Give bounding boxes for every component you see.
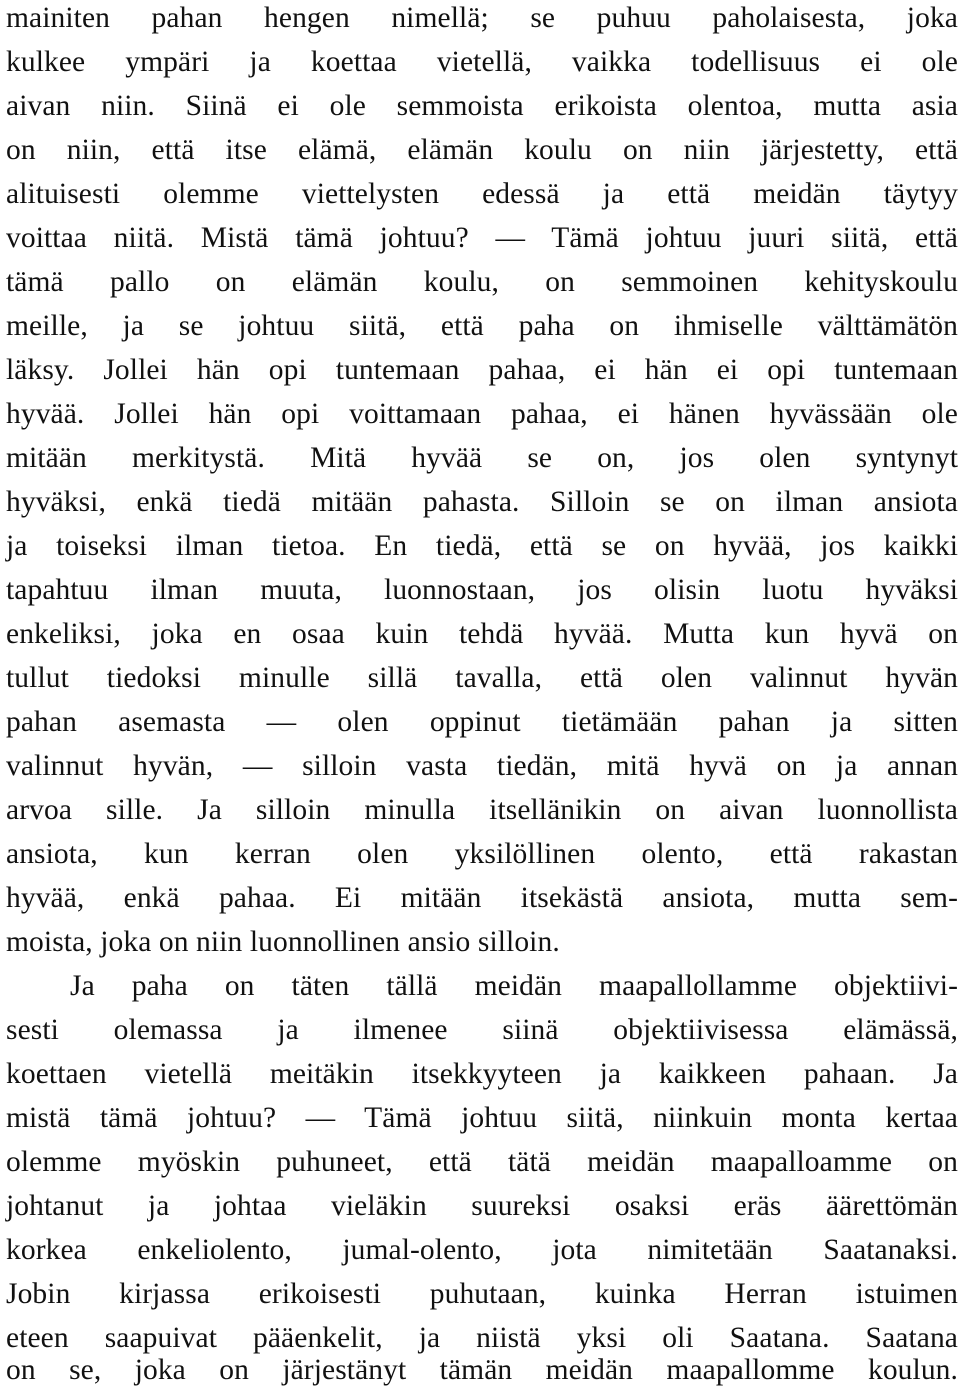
text-line: olemme myöskin puhuneet, että tätä meidän maapalloamme on <box>6 1146 958 1178</box>
text-line: sesti olemassa ja ilmenee siinä objektiivisessa elämässä, <box>6 1014 958 1046</box>
text-line: moista, joka on niin luonnollinen ansio silloin. <box>6 926 560 958</box>
text-line: on niin, että itse elämä, elämän koulu on niin järjestetty, että <box>6 134 958 166</box>
text-line: on se, joka on järjestänyt tämän meidän maapallomme koulun. <box>6 1354 958 1386</box>
text-line: aivan niin. Siinä ei ole semmoista erikoista olentoa, mutta asia <box>6 90 958 122</box>
text-line: Jobin kirjassa erikoisesti puhutaan, kuinka Herran istuimen <box>6 1278 958 1310</box>
text-line: meille, ja se johtuu siitä, että paha on ihmiselle välttämätön <box>6 310 958 342</box>
text-line: tämä pallo on elämän koulu, on semmoinen kehityskoulu <box>6 266 958 298</box>
text-line: voittaa niitä. Mistä tämä johtuu? — Tämä johtuu juuri siitä, että <box>6 222 958 254</box>
text-line: Ja paha on täten tällä meidän maapallollamme objektiivi- <box>70 970 958 1002</box>
text-line: mitään merkitystä. Mitä hyvää se on, jos olen syntynyt <box>6 442 958 474</box>
text-line: ansiota, kun kerran olen yksilöllinen olento, että rakastan <box>6 838 958 870</box>
text-line: hyväksi, enkä tiedä mitään pahasta. Silloin se on ilman ansiota <box>6 486 958 518</box>
text-line: mistä tämä johtuu? — Tämä johtuu siitä, niinkuin monta kertaa <box>6 1102 958 1134</box>
text-line: eteen saapuivat pääenkelit, ja niistä yksi oli Saatana. Saatana <box>6 1322 958 1354</box>
text-line: hyvää. Jollei hän opi voittamaan pahaa, ei hänen hyvässään ole <box>6 398 958 430</box>
text-line: enkeliksi, joka en osaa kuin tehdä hyvää. Mutta kun hyvä on <box>6 618 958 650</box>
text-line: pahan asemasta — olen oppinut tietämään pahan ja sitten <box>6 706 958 738</box>
text-line: tapahtuu ilman muuta, luonnostaan, jos olisin luotu hyväksi <box>6 574 958 606</box>
text-line: korkea enkeliolento, jumal-olento, jota nimitetään Saatanaksi. <box>6 1234 958 1266</box>
text-line: arvoa sille. Ja silloin minulla itsellänikin on aivan luonnollista <box>6 794 958 826</box>
text-line: koettaen vietellä meitäkin itsekkyyteen ja kaikkeen pahaan. Ja <box>6 1058 958 1090</box>
text-line: ja toiseksi ilman tietoa. En tiedä, että se on hyvää, jos kaikki <box>6 530 958 562</box>
text-line: läksy. Jollei hän opi tuntemaan pahaa, ei hän ei opi tuntemaan <box>6 354 958 386</box>
text-line: tullut tiedoksi minulle sillä tavalla, että olen valinnut hyvän <box>6 662 958 694</box>
text-line: johtanut ja johtaa vieläkin suureksi osaksi eräs äärettömän <box>6 1190 958 1222</box>
text-line: mainiten pahan hengen nimellä; se puhuu paholaisesta, joka <box>6 2 958 34</box>
text-line: valinnut hyvän, — silloin vasta tiedän, mitä hyvä on ja annan <box>6 750 958 782</box>
text-line: hyvää, enkä pahaa. Ei mitään itsekästä ansiota, mutta sem- <box>6 882 958 914</box>
text-line: kulkee ympäri ja koettaa vietellä, vaikka todellisuus ei ole <box>6 46 958 78</box>
text-line: alituisesti olemme viettelysten edessä ja että meidän täytyy <box>6 178 958 210</box>
